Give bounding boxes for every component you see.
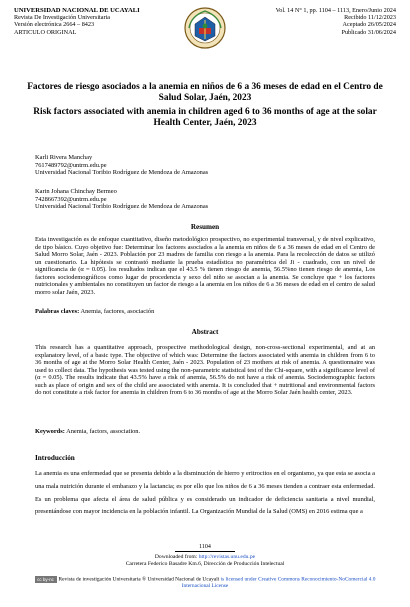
author-name: Karli Rivera Manchay	[35, 154, 93, 161]
license-link[interactable]: is licensed under Creative Commons Reconocimiento-NoComercial 4.0 Internacional License	[181, 576, 376, 590]
palabras-claves	[35, 308, 375, 316]
author-block	[35, 188, 208, 211]
author-affiliation: Universidad Nacional Toribio Rodríguez de Mendoza de Amazonas	[35, 203, 209, 211]
header-left	[14, 7, 140, 36]
keywords-values: Anemia, factors, association.	[66, 428, 141, 435]
received-date: Recibido 11/12/2023	[344, 14, 396, 22]
author-email[interactable]: 7617489792@untrm.edu.pe	[35, 161, 107, 169]
resumen-heading: Resumen	[190, 223, 220, 231]
author-block	[35, 154, 208, 177]
header-right	[276, 7, 396, 36]
author-name: Karin Johana Chinchay Bermeo	[35, 188, 117, 195]
accepted-date: Aceptado 26/05/2024	[342, 21, 396, 29]
palabras-claves-values: Anemia, factores, asociación	[80, 308, 155, 315]
electronic-version: Versión electrónica 2664 – 8423	[14, 21, 95, 29]
university-name: UNIVERSIDAD NACIONAL DE UCAYALI	[14, 7, 140, 14]
keywords	[35, 428, 375, 436]
introduccion-heading: Introducción	[35, 454, 75, 462]
footer-address: Carretera Federico Basadre Km.6, Dirección de Producción Intelectual	[125, 560, 285, 567]
license-line	[28, 576, 382, 590]
page-number: 1104	[199, 544, 211, 550]
page-header	[14, 7, 396, 51]
palabras-claves-label: Palabras claves:	[35, 308, 80, 315]
published-date: Publicado 31/06/2024	[341, 28, 396, 36]
article-type: ARTICULO ORIGINAL	[14, 28, 77, 36]
resumen-text: Esta investigación es de enfoque cuantitativo, diseño metodológico prospectivo, no experimental transversal, y de nivel explicativo, de tipo básico. Cuyo objetivo fue: Determinar los factores asociados a la anemia en niños de 6 a 36 meses de edad en el Centro de Salud Morro Solar, Jaén - 2023. Población por 23 madres de familia con riesgo a la anemia. Para la recolección de datos se utilizó un cuestionario. La hipótesis se contrastó mediante la prueba estadística no paramétrica del Ji - cuadrado, con un nivel de significancia de (α = 0.05). los resultados indican que el 43.5 % tienen riesgo de anemia, 56.5%no tienen riesgo de anemia, Los factores sociodemográficos como lugar de procedencia y sexo del niño se asocian a la anemia. Se concluye que + los factores nutricionales y ambientales no constituyen un factor de riesgo a la anemia en los niños de 6 a 36 meses de edad en el centro de salud morro solar Jaén, 2023.	[35, 236, 375, 296]
title-english: Risk factors associated with anemia in children aged 6 to 36 months of age at the solar Health Center, Jaén, 2023	[33, 107, 377, 128]
cc-license-icon: cc by-nc	[35, 576, 57, 583]
journal-link[interactable]: http://revistas.unu.edu.pe	[198, 554, 256, 561]
footer-divider	[175, 551, 235, 552]
introduccion-text: La anemia es una enfermedad que se presenta debido a la disminución de hierro y eritrocitos en el organismo, ya que esta se asocia a una mala nutrición durante el embarazo y la lactancia; es por ello que los niños de 6 a 36 meses tienden a contraer esta enfermedad. Es un problema que afecta el área de salud pública y es considerado un indicador de deficiencia sanitaria a nivel mundial, presentándose con mayor incidencia en la población infantil. La Organización Mundial de la Salud (OMS) en 2016 estima que a	[35, 470, 375, 516]
page-footer	[0, 544, 410, 567]
keywords-label: Keywords:	[35, 428, 65, 435]
volume-info: Vol. 14 N° 1, pp. 1104 – 1113, Enero/Junio 2024	[275, 7, 396, 14]
journal-name: Revista De Investigación Universitaria	[14, 14, 111, 22]
abstract-heading: Abstract	[191, 328, 219, 336]
license-prefix: Revista de investigación Universitaria ® Universidad Nacional de Ucayali	[58, 576, 220, 583]
abstract-text: This research has a quantitative approach, prospective methodological design, non-cross-sectional experimental, and at an explanatory level, of a basic type. The objective of which was: Determine the factors associated with anemia in children from 6 to 36 months of age at the Morro Solar Health Center, Jaén - 2023. Population of 23 mothers at risk of anemia. A questionnaire was used to collect data. The hypothesis was tested using the non-parametric statistical test of the Chi-square, with a significance level of (α = 0.05). The results indicate that 43.5% have a risk of anemia, 56.5% do not have a risk of anemia. Sociodemographic factors such as place of origin and sex of the child are associated with anemia. It is concluded that + nutritional and environmental factors do not constitute a risk factor for anemia in children from 6 to 36 months of age at the Morro Solar Jaén health center, 2023.	[35, 344, 375, 397]
university-seal-icon	[181, 6, 229, 50]
downloaded-label: Downloaded from:	[154, 554, 198, 561]
title-spanish: Factores de riesgo asociados a la anemia en niños de 6 a 36 meses de edad en el Centro de Salud Solar, Jaén, 2023	[27, 82, 383, 103]
author-email[interactable]: 7428667392@untrm.edu.pe	[35, 195, 107, 203]
author-affiliation: Universidad Nacional Toribio Rodríguez de Mendoza de Amazonas	[35, 169, 209, 177]
